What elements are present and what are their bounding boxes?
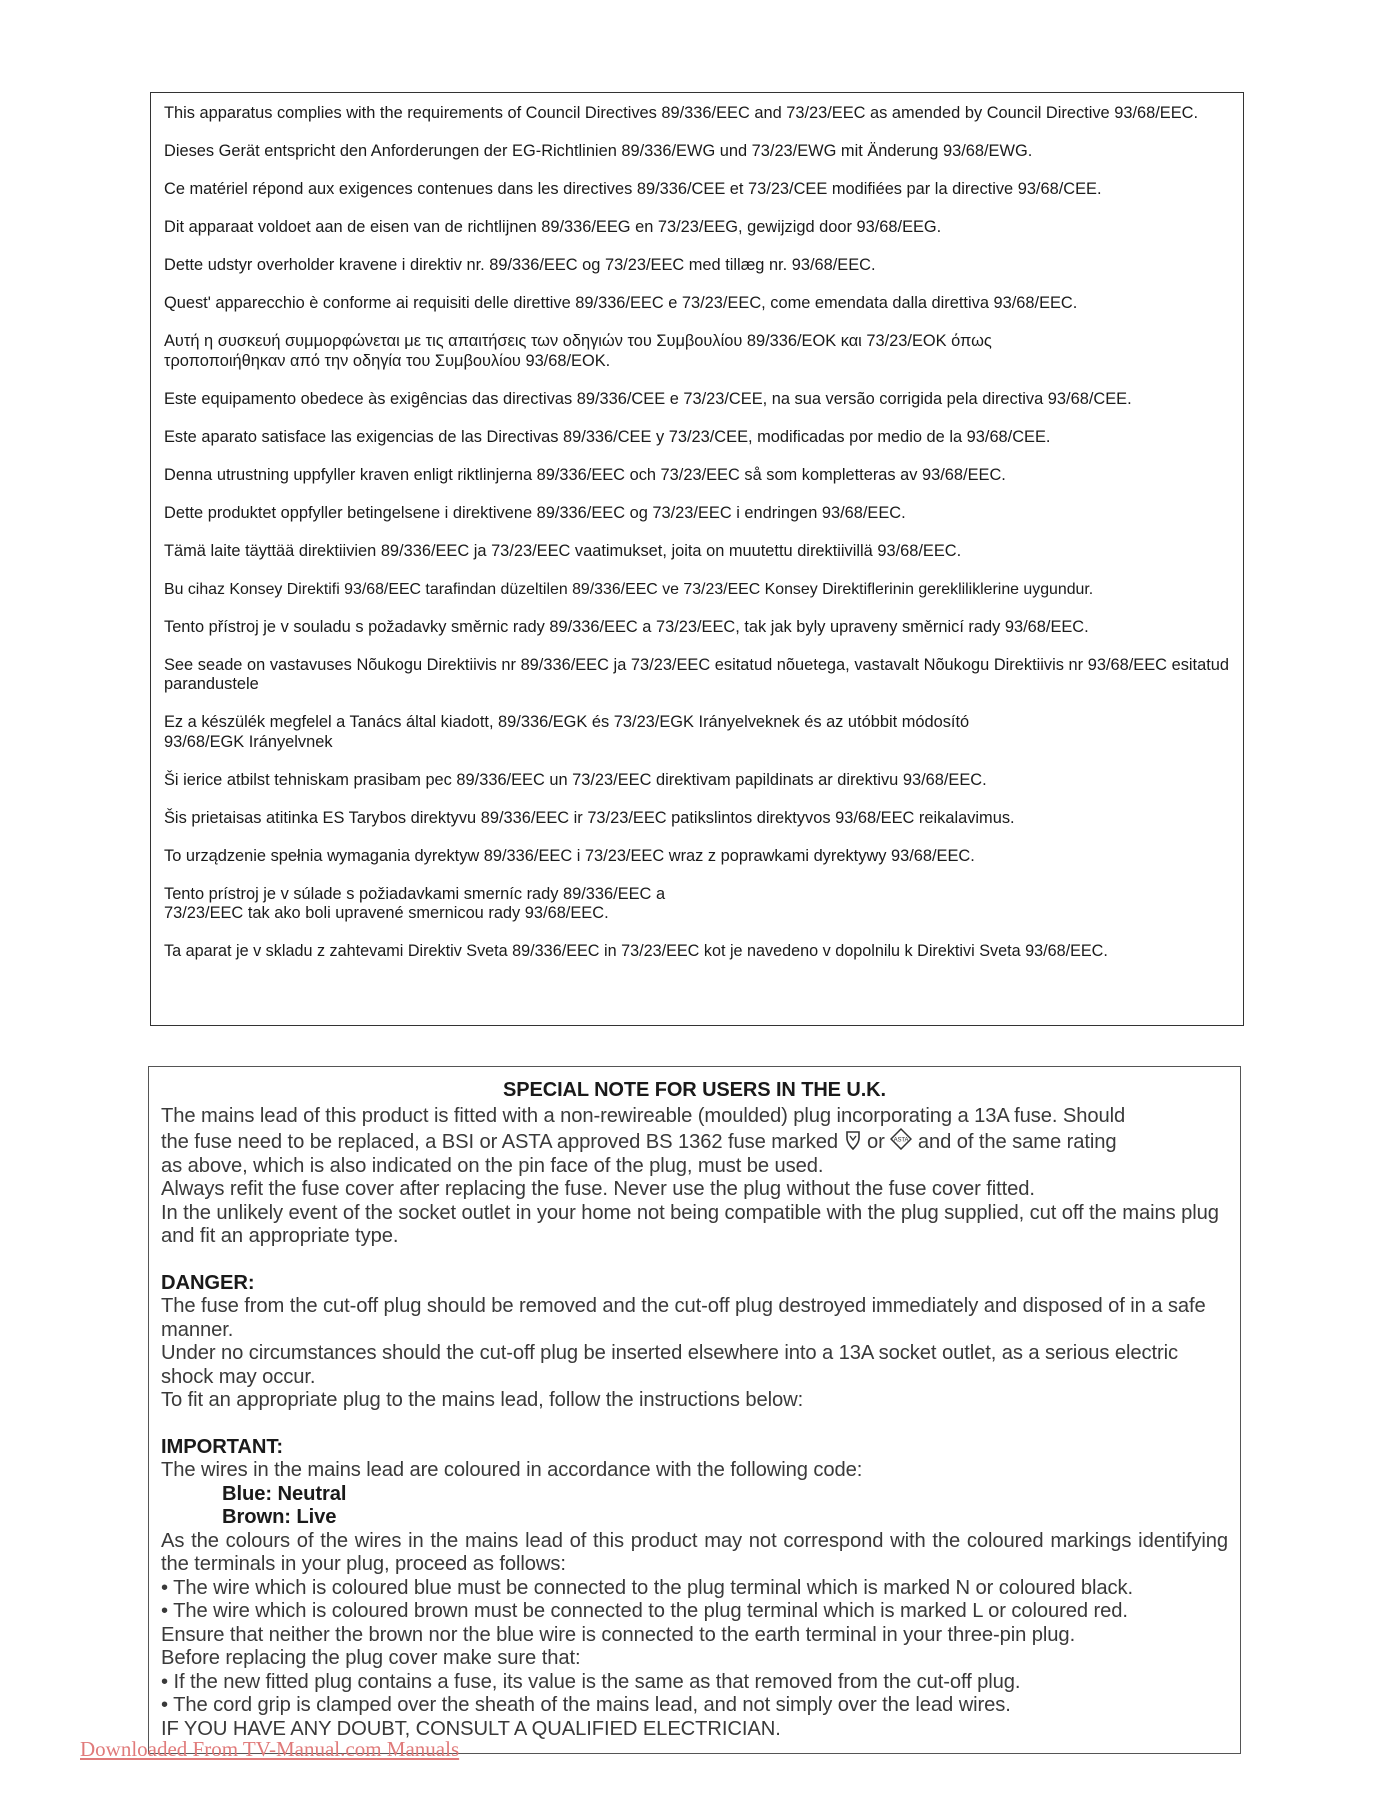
uk-note-p2: Always refit the fuse cover after replacing the fuse. Never use the plug without the fuse cover fitted. <box>161 1178 1035 1200</box>
compliance-fi: Tämä laite täyttää direktiivien 89/336/EEC ja 73/23/EEC vaatimukset, joita on muutettu direktiivillä 93/68/EEC. <box>164 541 962 560</box>
compliance-sl: Ta aparat je v skladu z zahtevami Direktiv Sveta 89/336/EEC in 73/23/EEC kot je navedeno v dopolnilu k Direktivi Sveta 93/68/EEC. <box>164 942 1108 960</box>
uk-note-p1-d: as above, which is also indicated on the pin face of the plug, must be used. <box>161 1154 824 1177</box>
compliance-el: Αυτή η συσκευή συμμορφώνεται με τις απαιτήσεις των οδηγιών του Συμβουλίου 89/336/ΕΟΚ και 73/23/ΕΟΚ όπως τροποποιήθηκαν από την οδηγία του Συμβουλίου 93/68/ΕΟΚ. <box>164 332 992 370</box>
download-source-footer[interactable]: Downloaded From TV-Manual.com Manuals <box>80 1737 460 1761</box>
compliance-de: Dieses Gerät entspricht den Anforderungen der EG-Richtlinien 89/336/EWG und 73/23/EWG mit Änderung 93/68/EWG. <box>164 142 1033 160</box>
uk-note-p1-a: The mains lead of this product is fitted with a non-rewireable (moulded) plug incorporating a 13A fuse. Should <box>161 1104 1126 1127</box>
code-blue: Blue: Neutral <box>222 1482 347 1505</box>
compliance-en: This apparatus complies with the requirements of Council Directives 89/336/EEC and 73/23/EEC as amended by Council Directive 93/68/EEC. <box>164 104 1199 122</box>
compliance-sv: Denna utrustning uppfyller kraven enligt riktlinjerna 89/336/EEC och 73/23/EEC så som kompletteras av 93/68/EEC. <box>164 465 1006 484</box>
bsi-kitemark-icon <box>844 1130 862 1150</box>
bullet-cord-grip: • The cord grip is clamped over the sheath of the mains lead, and not simply over the lead wires. <box>161 1694 1011 1716</box>
uk-note-title: SPECIAL NOTE FOR USERS IN THE U.K. <box>503 1079 886 1101</box>
bullet-fuse-value: • If the new fitted plug contains a fuse, its value is the same as that removed from the cut-off plug. <box>161 1670 1021 1693</box>
compliance-box <box>150 92 1244 1026</box>
compliance-pl: To urządzenie spełnia wymagania dyrektyw 89/336/EEC i 73/23/EEC wraz z poprawkami dyrektywy 93/68/EEC. <box>164 846 975 865</box>
important-1: The wires in the mains lead are coloured in accordance with the following code: <box>161 1459 863 1481</box>
code-brown: Brown: Live <box>222 1506 337 1528</box>
uk-note-box <box>148 1066 1241 1754</box>
danger-2: Under no circumstances should the cut-off plug be inserted elsewhere into a 13A socket outlet, as a serious electric shock may occur. <box>161 1342 1179 1388</box>
uk-note-p1-b: the fuse need to be replaced, a BSI or ASTA approved BS 1362 fuse marked <box>161 1131 838 1153</box>
compliance-tr: Bu cihaz Konsey Direktifi 93/68/EEC tarafindan düzeltilen 89/336/EEC ve 73/23/EEC Konsey Direktiflerinin gerekliliklerine uygundur. <box>164 580 1094 598</box>
compliance-no: Dette produktet oppfyller betingelsene i direktivene 89/336/EEC og 73/23/EEC i endringen 93/68/EEC. <box>164 503 906 522</box>
consult-electrician: IF YOU HAVE ANY DOUBT, CONSULT A QUALIFIED ELECTRICIAN. <box>161 1717 781 1740</box>
ensure-note: Ensure that neither the brown nor the blue wire is connected to the earth terminal in your three-pin plug. <box>161 1623 1076 1646</box>
asta-mark-icon <box>890 1128 912 1150</box>
compliance-da: Dette udstyr overholder kravene i direktiv nr. 89/336/EEC og 73/23/EEC med tillæg nr. 93/68/EEC. <box>164 256 876 274</box>
compliance-lt: Šis prietaisas atitinka ES Tarybos direktyvu 89/336/EEC ir 73/23/EEC patikslintos direktyvos 93/68/EEC reikalavimus. <box>164 808 1015 827</box>
compliance-hu: Ez a készülék megfelel a Tanács által kiadott, 89/336/EGK és 73/23/EGK Irányelveknek és az utóbbit módosító 93/68/EGK Irányelvnek <box>164 713 970 751</box>
bullet-blue-wire: • The wire which is coloured blue must be connected to the plug terminal which is marked N or coloured black. <box>161 1576 1134 1599</box>
danger-heading: DANGER: <box>161 1271 255 1294</box>
before-note: Before replacing the plug cover make sure that: <box>161 1647 581 1669</box>
compliance-cs: Tento přístroj je v souladu s požadavky směrnic rady 89/336/EEC a 73/23/EEC, tak jak byly upraveny směrnicí rady 93/68/EEC. <box>164 617 1089 636</box>
compliance-nl: Dit apparaat voldoet aan de eisen van de richtlijnen 89/336/EEG en 73/23/EEG, gewijzigd door 93/68/EEG. <box>164 218 942 236</box>
bullet-brown-wire: • The wire which is coloured brown must be connected to the plug terminal which is marked L or coloured red. <box>161 1600 1128 1622</box>
important-2: As the colours of the wires in the mains lead of this product may not correspond with the coloured markings identifying the terminals in your plug, proceed as follows: <box>161 1529 1228 1575</box>
important-heading: IMPORTANT: <box>161 1435 283 1458</box>
danger-1: The fuse from the cut-off plug should be removed and the cut-off plug destroyed immediately and disposed of in a safe manner. <box>161 1295 1206 1341</box>
compliance-pt: Este equipamento obedece às exigências das directivas 89/336/CEE e 73/23/CEE, na sua versão corrigida pela directiva 93/68/CEE. <box>164 389 1132 408</box>
danger-3: To fit an appropriate plug to the mains lead, follow the instructions below: <box>161 1389 804 1411</box>
compliance-fr: Ce matériel répond aux exigences contenues dans les directives 89/336/CEE et 73/23/CEE modifiées par la directive 93/68/CEE. <box>164 180 1102 198</box>
uk-note-p1-c: and of the same rating <box>917 1131 1117 1153</box>
uk-note-p1-line2 <box>161 1128 1228 1155</box>
svg-text:ASTA: ASTA <box>893 1137 909 1144</box>
uk-note-p3: In the unlikely event of the socket outlet in your home not being compatible with the plug supplied, cut off the mains plug and fit an appropriate type. <box>161 1201 1219 1247</box>
compliance-lv: Ši ierice atbilst tehniskam prasibam pec 89/336/EEC un 73/23/EEC direktivam papildinats ar direktivu 93/68/EEC. <box>164 770 987 789</box>
uk-note-p1-or: or <box>867 1131 885 1153</box>
compliance-et: See seade on vastavuses Nõukogu Direktiivis nr 89/336/EEC ja 73/23/EEC esitatud nõuetega, vastavalt Nõukogu Direktiivis nr 93/68/EEC esitatud parandustele <box>164 655 1229 693</box>
compliance-es: Este aparato satisface las exigencias de las Directivas 89/336/CEE y 73/23/CEE, modificadas por medio de la 93/68/CEE. <box>164 427 1051 446</box>
compliance-sk: Tento prístroj je v súlade s požiadavkami smerníc rady 89/336/EEC a 73/23/EEC tak ako boli upravené smernicou rady 93/68/EEC. <box>164 884 666 922</box>
compliance-it: Quest' apparecchio è conforme ai requisiti delle direttive 89/336/EEC e 73/23/EEC, come emendata dalla direttiva 93/68/EEC. <box>164 294 1078 312</box>
